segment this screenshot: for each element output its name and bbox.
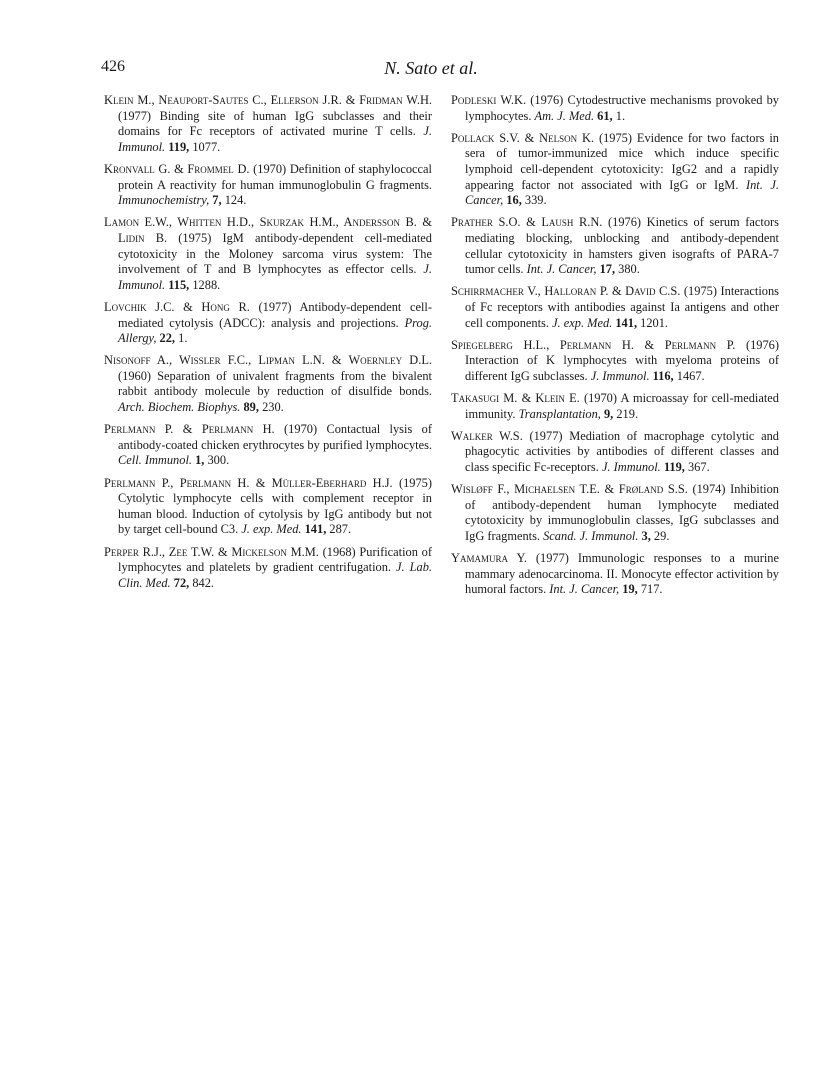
reference-pages: 219. xyxy=(613,406,639,421)
running-head: N. Sato et al. xyxy=(384,58,478,78)
reference-volume: 7, xyxy=(209,193,222,208)
reference-pages: 1288. xyxy=(189,277,221,292)
page-number: 426 xyxy=(101,58,125,75)
reference-journal: Int. J. Cancer, xyxy=(465,177,779,208)
reference-entry xyxy=(451,338,779,385)
reference-text: (1975) Cytolytic lymphocyte cells with complement receptor in human blood. Induction of cytolysis by IgG antibody but not by target cell-bound C3. xyxy=(118,475,432,537)
reference-journal: J. Immunol. xyxy=(601,460,661,475)
reference-pages: 287. xyxy=(326,522,352,537)
reference-entry xyxy=(451,284,779,331)
reference-journal: Transplantation, xyxy=(518,406,601,421)
reference-pages: 1467. xyxy=(673,368,705,383)
reference-text: (1970) Contactual lysis of antibody-coated chicken erythrocytes by purified lymphocytes. xyxy=(118,422,432,452)
reference-authors: Spiegelberg H.L., Perlmann H. & Perlmann P. xyxy=(451,337,736,352)
reference-column-left xyxy=(104,93,432,598)
reference-entry xyxy=(104,353,432,415)
reference-column-right xyxy=(451,93,779,605)
reference-authors: Podleski W.K. xyxy=(451,93,527,107)
reference-text: (1974) Inhibition of antibody-dependent human lymphocyte mediated cytotoxicity by immunoglobulin classes, IgG subclasses and IgG fragments. xyxy=(465,482,780,543)
reference-text: (1975) Interactions of Fc receptors with antibodies against Ia antigens and other cell components. xyxy=(465,284,780,330)
reference-entry xyxy=(104,93,432,155)
reference-text: (1970) A microassay for cell-mediated immunity. xyxy=(465,391,779,421)
reference-text: (1976) Cytodestructive mechanisms provoked by lymphocytes. xyxy=(465,93,779,123)
reference-authors: Yamamura Y. xyxy=(451,551,527,566)
reference-volume: 115, xyxy=(165,277,190,292)
reference-journal: J. exp. Med. xyxy=(241,522,302,537)
reference-authors: Perper R.J., Zee T.W. & Mickelson M.M. xyxy=(104,544,319,559)
reference-authors: Walker W.S. xyxy=(451,428,523,443)
reference-volume: 9, xyxy=(600,406,614,421)
reference-text: (1975) IgM antibody-dependent cell-mediated cytotoxicity in the Moloney sarcoma virus system: The involvement of T and B lymphocytes as effector cells. xyxy=(118,230,432,277)
reference-volume: 17, xyxy=(596,262,616,277)
reference-journal: Int. J. Cancer, xyxy=(526,262,597,277)
reference-authors: Nisonoff A., Wissler F.C., Lipman L.N. & Woernley D.L. xyxy=(104,353,432,368)
reference-journal: Int. J. Cancer, xyxy=(549,582,620,597)
reference-journal: Immunochemistry, xyxy=(118,193,210,208)
reference-volume: 61, xyxy=(594,108,613,123)
reference-pages: 1. xyxy=(612,108,626,123)
reference-journal: J. Immunol. xyxy=(590,368,650,383)
reference-pages: 842. xyxy=(189,575,215,590)
reference-entry xyxy=(451,391,779,422)
reference-volume: 141, xyxy=(301,522,327,537)
reference-journal: J. Lab. Clin. Med. xyxy=(118,560,432,590)
reference-volume: 16, xyxy=(503,193,522,208)
reference-journal: J. Immunol. xyxy=(118,262,432,292)
reference-journal: Arch. Biochem. Biophys. xyxy=(118,400,241,415)
reference-pages: 1201. xyxy=(637,315,669,330)
reference-authors: Schirrmacher V., Halloran P. & David C.S. xyxy=(451,284,681,299)
page-header xyxy=(101,58,761,82)
reference-authors: Wisløff F., Michaelsen T.E. & Frøland S.S. xyxy=(451,482,688,497)
reference-text: (1968) Purification of lymphocytes and platelets by gradient centrifugation. xyxy=(118,544,432,575)
reference-text: (1960) Separation of univalent fragments from the bivalent rabbit antibody molecule by reduction of disulfide bonds. xyxy=(118,368,432,399)
reference-volume: 119, xyxy=(165,139,190,154)
reference-entry xyxy=(451,551,779,598)
reference-authors: Prather S.O. & Laush R.N. xyxy=(451,215,603,230)
reference-pages: 380. xyxy=(615,262,640,277)
reference-authors: Lovchik J.C. & Hong R. xyxy=(104,299,250,314)
reference-pages: 29. xyxy=(650,529,670,543)
reference-text: (1975) Evidence for two factors in sera of tumor-immunized mice which induce specific lymphoid cell-dependent cytotoxicity: IgG2 and a rapidly appearing factor not associated with IgG or IgM. xyxy=(465,130,779,192)
reference-authors: Perlmann P., Perlmann H. & Müller-Eberhard H.J. xyxy=(104,475,393,490)
reference-text: (1977) Binding site of human IgG subclasses and their domains for Fc receptors of activated murine T cells. xyxy=(118,108,432,139)
reference-entry xyxy=(104,300,432,347)
reference-text: (1977) Antibody-dependent cell-mediated cytolysis (ADCC): analysis and projections. xyxy=(118,299,432,330)
reference-entry xyxy=(104,476,432,538)
reference-pages: 1077. xyxy=(189,139,221,154)
reference-entry xyxy=(104,545,432,592)
reference-volume: 72, xyxy=(170,575,190,590)
reference-journal: J. exp. Med. xyxy=(552,315,613,330)
reference-volume: 1, xyxy=(192,453,205,468)
reference-volume: 141, xyxy=(612,315,638,330)
reference-pages: 300. xyxy=(204,453,230,468)
reference-authors: Kronvall G. & Frommel D. xyxy=(104,161,250,176)
reference-text: (1970) Definition of staphylococcal protein A reactivity for human immunoglobulin G fragments. xyxy=(118,161,432,192)
reference-volume: 116, xyxy=(649,368,674,383)
reference-entry xyxy=(104,162,432,209)
reference-volume: 119, xyxy=(660,460,685,475)
reference-volume: 89, xyxy=(240,400,259,415)
reference-entry xyxy=(451,93,779,124)
reference-text: (1976) Interaction of K lymphocytes with myeloma proteins of different IgG subclasses. xyxy=(465,337,779,383)
reference-entry xyxy=(451,429,779,476)
reference-pages: 1. xyxy=(175,331,188,346)
reference-volume: 3, xyxy=(638,529,651,543)
reference-journal: Am. J. Med. xyxy=(534,108,595,123)
reference-volume: 22, xyxy=(156,331,176,346)
reference-journal: Scand. J. Immunol. xyxy=(543,529,639,543)
reference-text: (1977) Mediation of macrophage cytolytic and phagocytic activities by antibodies of different classes and class specific Fc-receptors. xyxy=(465,428,779,475)
reference-pages: 717. xyxy=(637,582,663,597)
reference-authors: Takasugi M. & Klein E. xyxy=(451,391,580,406)
reference-pages: 367. xyxy=(684,460,710,475)
reference-pages: 339. xyxy=(521,193,547,208)
reference-entry xyxy=(104,215,432,293)
reference-authors: Klein M., Neauport-Sautes C., Ellerson J.R. & Fridman W.H. xyxy=(104,93,432,107)
reference-text: (1976) Kinetics of serum factors mediating blocking, unblocking and antibody-dependent cellular cytotoxicity in hamsters given isografts of PARA-7 tumor cells. xyxy=(465,215,779,277)
reference-pages: 230. xyxy=(258,400,284,415)
reference-entry xyxy=(104,422,432,469)
reference-text: (1977) Immunologic responses to a murine mammary adenocarcinoma. II. Monocyte effector activition by humoral factors. xyxy=(465,551,779,597)
reference-entry xyxy=(451,131,779,209)
reference-journal: J. Immunol. xyxy=(118,124,432,154)
reference-entry xyxy=(451,482,779,544)
reference-entry xyxy=(451,215,779,277)
reference-journal: Prog. Allergy, xyxy=(118,315,432,346)
reference-authors: Lamon E.W., Whitten H.D., Skurzak H.M., Andersson B. & Lidin B. xyxy=(104,215,432,245)
reference-authors: Pollack S.V. & Nelson K. xyxy=(451,130,595,145)
reference-authors: Perlmann P. & Perlmann H. xyxy=(104,422,275,437)
reference-pages: 124. xyxy=(221,193,247,208)
reference-journal: Cell. Immunol. xyxy=(118,453,192,468)
reference-volume: 19, xyxy=(619,582,638,597)
